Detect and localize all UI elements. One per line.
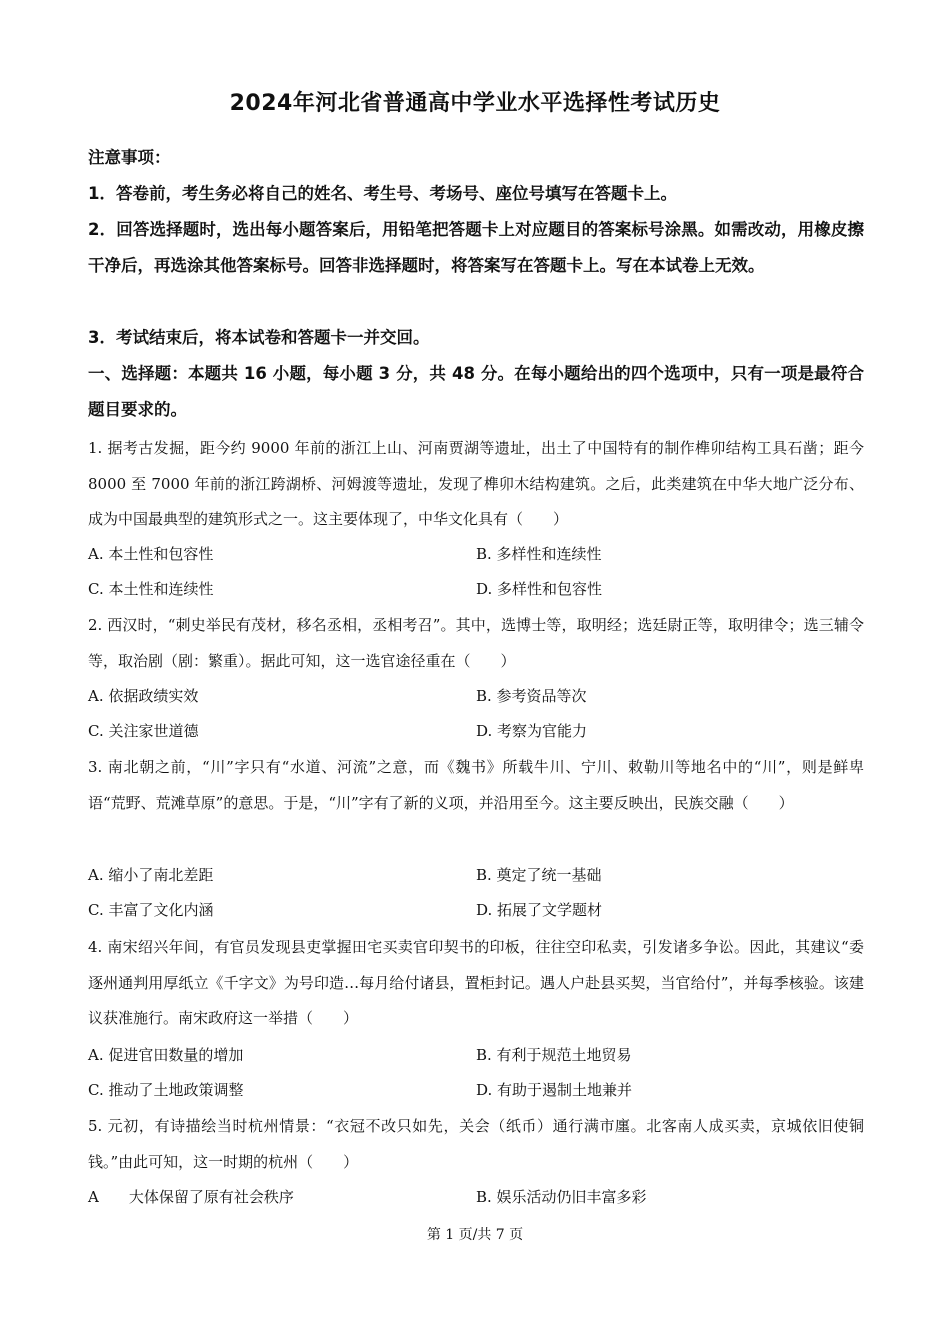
page-title: 2024年河北省普通高中学业水平选择性考试历史: [229, 91, 721, 116]
question-3-option-b: B. 奠定了统一基础: [476, 866, 602, 884]
question-4-option-c: C. 推动了土地政策调整: [88, 1081, 244, 1099]
question-3-option-d: D. 拓展了文学题材: [476, 901, 603, 919]
notice-heading: 注意事项：: [88, 148, 171, 167]
question-3-option-a: A. 缩小了南北差距: [88, 866, 214, 884]
question-1-stem: 1. 据考古发掘，距今约 9000 年前的浙江上山、河南贾湖等遗址，出土了中国特有的制作榫卯结构工具石凿；距今 8000 至 7000 年前的浙江跨湖桥、河姆渡等遗址，发现了榫卯木结构建筑。之后，此类建筑在中华大地广泛分布、成为中国最典型的建筑形式之一。这主要体现了，中华文化具有（ ）: [88, 439, 864, 528]
question-4-options-row-1: [88, 1038, 864, 1073]
notice-item-2: 2．回答选择题时，选出每小题答案后，用铅笔把答题卡上对应题目的答案标号涂黑。如需改动，用橡皮擦干净后，再选涂其他答案标号。回答非选择题时，将答案写在答题卡上。写在本试卷上无效。: [88, 220, 864, 275]
question-3-options-row-1: [88, 858, 864, 893]
section-heading: 一、选择题：本题共 16 小题，每小题 3 分，共 48 分。在每小题给出的四个选项中，只有一项是最符合题目要求的。: [88, 364, 864, 419]
question-1-option-d: D. 多样性和包容性: [476, 580, 603, 598]
question-5-option-a: A 大体保留了原有社会秩序: [88, 1188, 294, 1206]
question-1-options-row-2: [88, 572, 864, 607]
page-footer: 第 1 页/共 7 页: [426, 1227, 524, 1243]
question-3-options-row-2: [88, 893, 864, 928]
question-5-options-row-1: [88, 1180, 864, 1215]
question-1-option-c: C. 本土性和连续性: [88, 580, 214, 598]
question-2-option-c: C. 关注家世道德: [88, 722, 199, 740]
question-4-options-row-2: [88, 1073, 864, 1108]
question-5-option-b: B. 娱乐活动仍旧丰富多彩: [476, 1188, 647, 1206]
question-4-option-d: D. 有助于遏制土地兼并: [476, 1081, 633, 1099]
question-2-options-row-2: [88, 714, 864, 749]
question-4-option-b: B. 有利于规范土地贸易: [476, 1046, 632, 1064]
question-3-option-c: C. 丰富了文化内涵: [88, 901, 214, 919]
notice-item-3: 3．考试结束后，将本试卷和答题卡一并交回。: [88, 328, 430, 347]
question-3-stem: 3. 南北朝之前，“川”字只有“水道、河流”之意，而《魏书》所载牛川、宁川、敕勒川等地名中的“川”，则是鲜卑语“荒野、荒滩草原”的意思。于是，“川”字有了新的义项，并沿用至今。这主要反映出，民族交融（ ）: [88, 758, 864, 812]
question-1-option-b: B. 多样性和连续性: [476, 545, 602, 563]
notice-item-1: 1．答卷前，考生务必将自己的姓名、考生号、考场号、座位号填写在答题卡上。: [88, 184, 677, 203]
question-2-option-d: D. 考察为官能力: [476, 722, 588, 740]
question-2-option-a: A. 依据政绩实效: [88, 687, 199, 705]
question-2-option-b: B. 参考资品等次: [476, 687, 587, 705]
question-2-stem: 2. 西汉时，“刺史举民有茂材，移名丞相，丞相考召”。其中，选博士等，取明经；选廷尉正等，取明律令；选三辅令等，取治剧（剧：繁重）。据此可知，这一选官途径重在（ ）: [88, 616, 864, 670]
question-4-option-a: A. 促进官田数量的增加: [88, 1046, 244, 1064]
question-1-options-row-1: [88, 537, 864, 572]
question-4-stem: 4. 南宋绍兴年间，有官员发现县吏掌握田宅买卖官印契书的印板，往往空印私卖，引发诸多争讼。因此，其建议“委逐州通判用厚纸立《千字文》为号印造…每月给付诸县，置柜封记。遇人户赴县买契，当官给付”，并每季核验。该建议获准施行。南宋政府这一举措（ ）: [88, 938, 864, 1027]
question-2-options-row-1: [88, 679, 864, 714]
question-1-option-a: A. 本土性和包容性: [88, 545, 214, 563]
question-5-stem: 5. 元初，有诗描绘当时杭州情景：“衣冠不改只如先，关会（纸币）通行满市廛。北客南人成买卖，京城依旧使铜钱。”由此可知，这一时期的杭州（ ）: [88, 1117, 864, 1171]
